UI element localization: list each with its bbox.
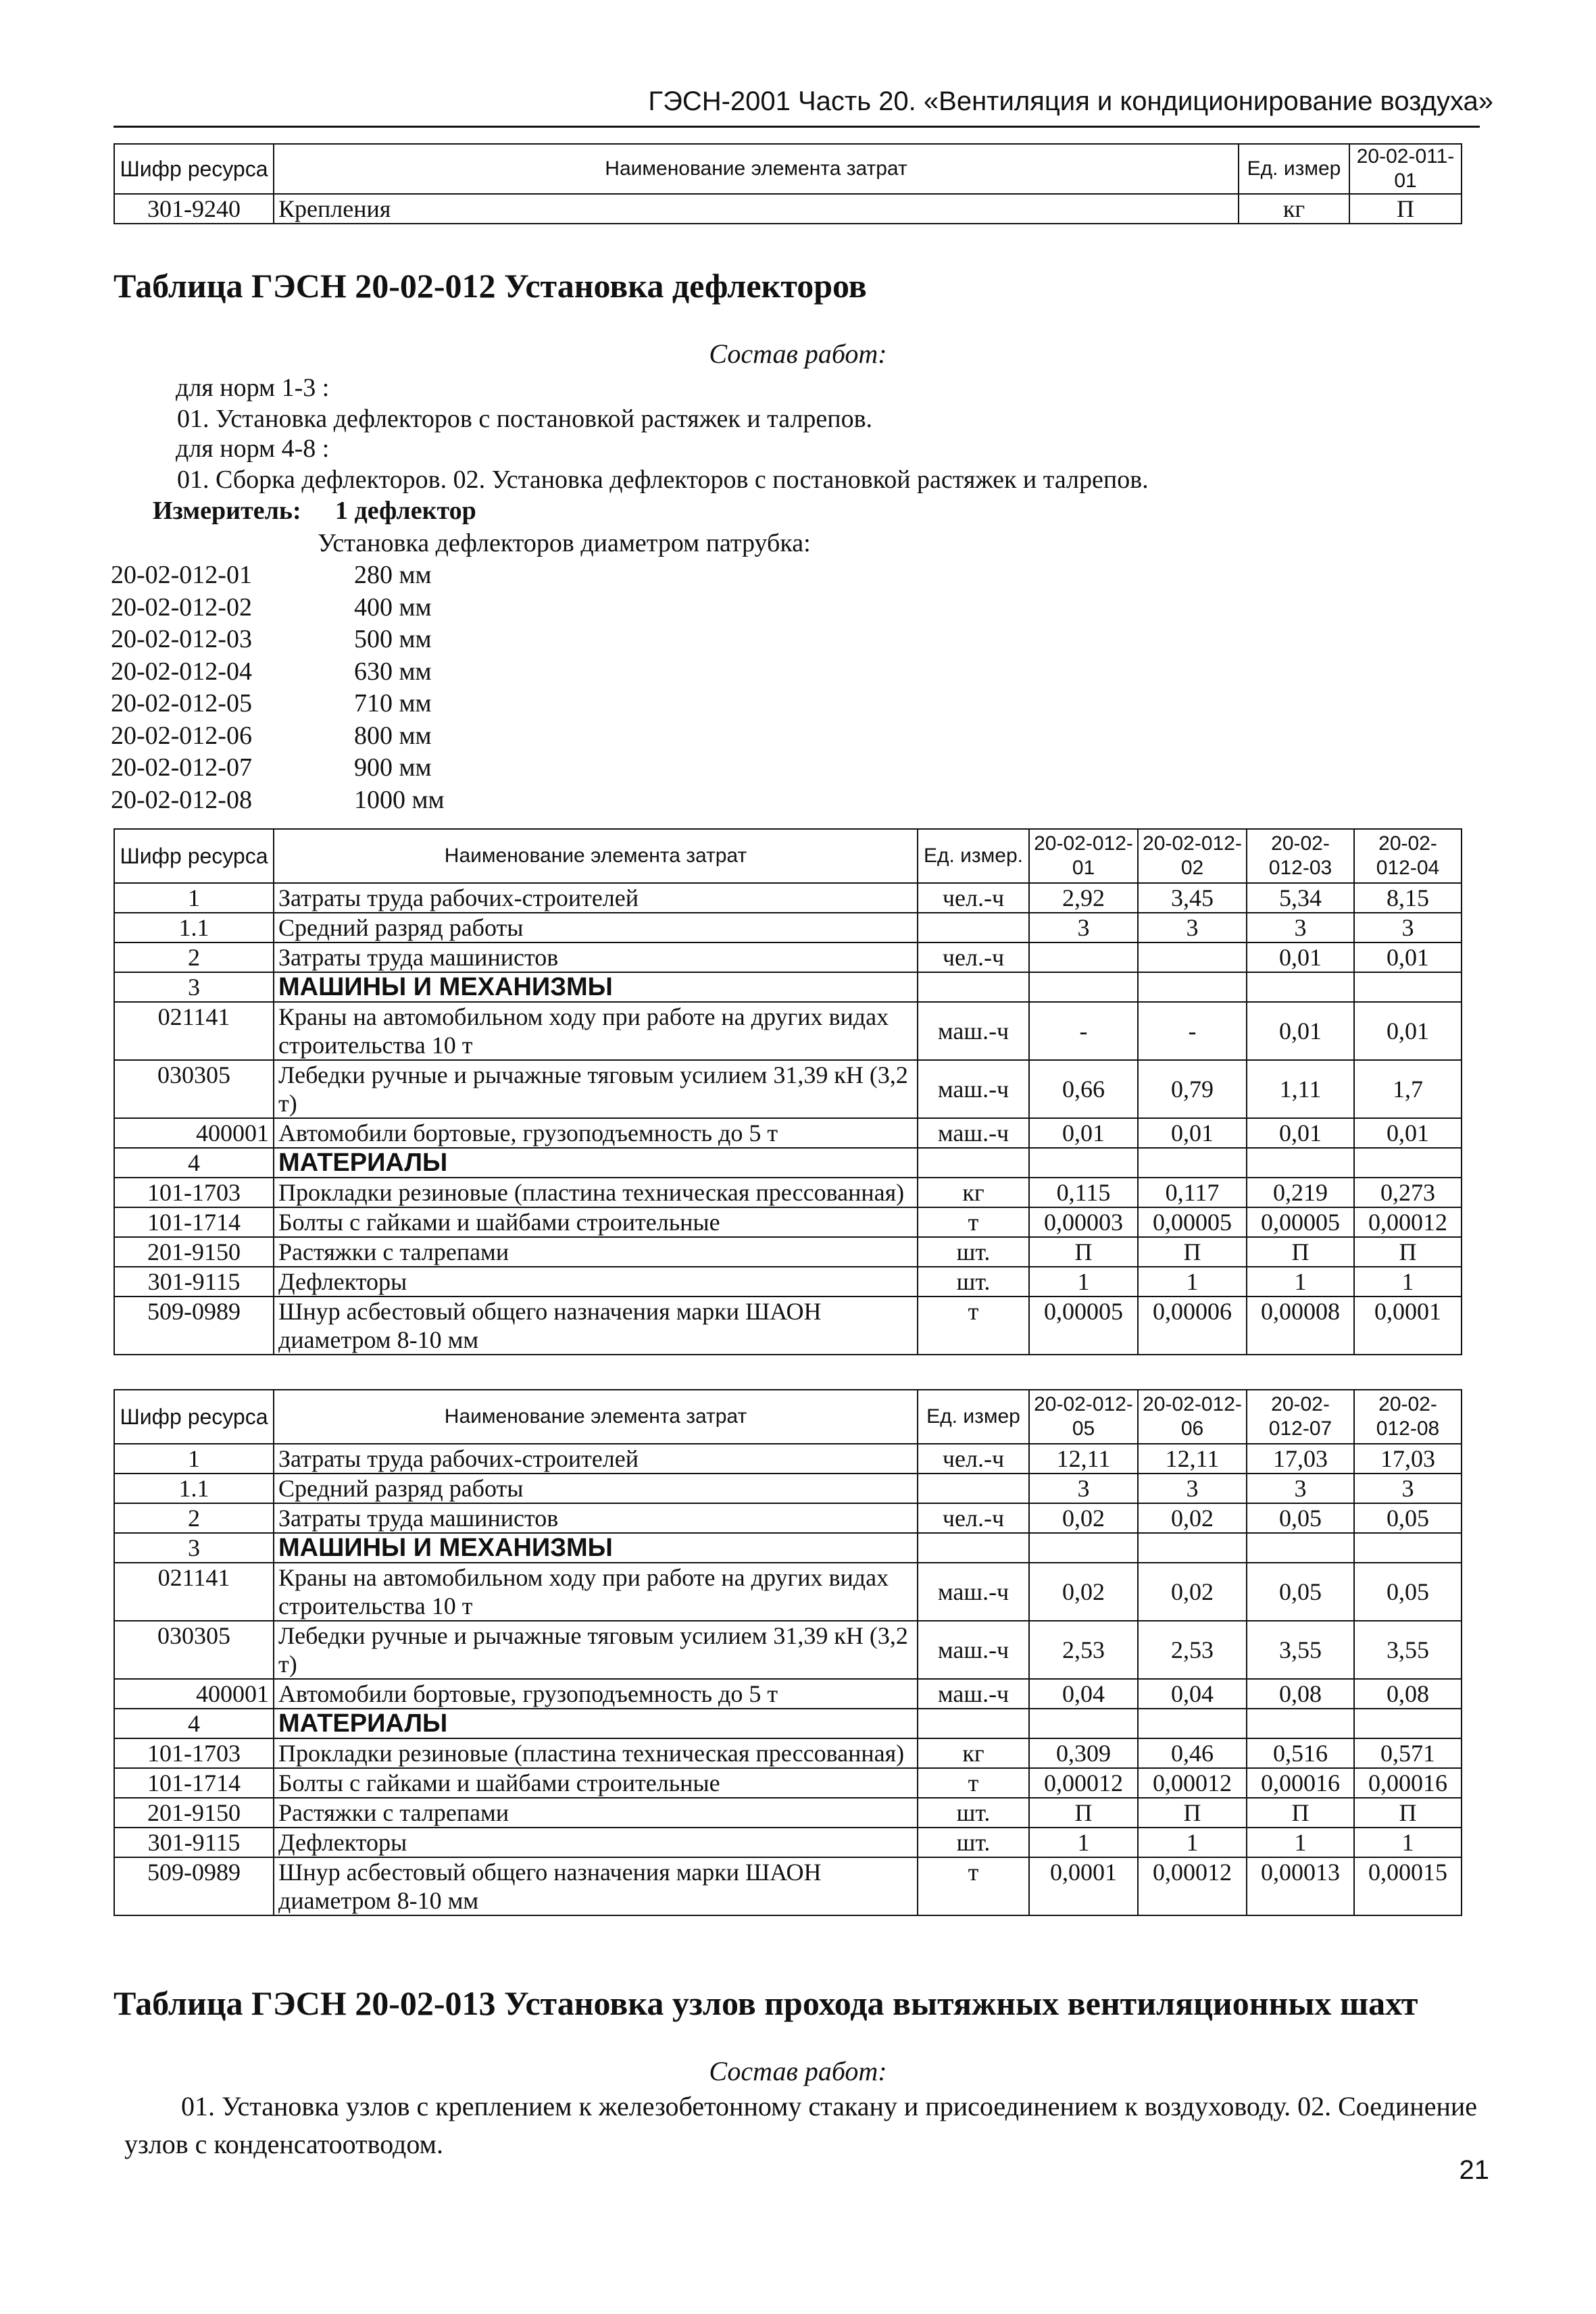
table-row: [114, 1444, 1462, 1474]
table-row: [114, 1237, 1462, 1267]
col-name-header: Наименование элемента затрат: [274, 144, 1239, 194]
work-4-8-text: 01. Сборка дефлекторов. 02. Установка дефлекторов с постановкой растяжек и талрепов.: [177, 466, 1149, 494]
cell-unit: маш.-ч: [918, 1118, 1029, 1148]
col-code-header: Шифр ресурса: [114, 144, 274, 194]
cell-unit: т: [918, 1857, 1029, 1915]
table-row: [114, 913, 1462, 942]
resource-table-b: [114, 1389, 1462, 1916]
cell-value: 0,00016: [1247, 1768, 1354, 1798]
cell-value: 1: [1247, 1828, 1354, 1857]
cell-value: 0,00013: [1247, 1857, 1354, 1915]
col-norm-header: 20-02-012-08: [1354, 1390, 1462, 1444]
norm-code: 20-02-012-02: [111, 593, 252, 622]
table-row: [114, 883, 1462, 913]
cell-unit: шт.: [918, 1798, 1029, 1828]
table-row: [114, 1118, 1462, 1148]
col-unit-header: Ед. измер.: [918, 829, 1029, 883]
cell-code: 021141: [114, 1563, 274, 1621]
table-row: [114, 1002, 1462, 1060]
cell-unit: чел.-ч: [918, 942, 1029, 972]
cell-value: 0,00003: [1029, 1207, 1138, 1237]
cell-name: Болты с гайками и шайбами строительные: [274, 1768, 918, 1798]
cell-value: 2,53: [1138, 1621, 1247, 1679]
cell-value: П: [1138, 1798, 1247, 1828]
col-name-header: Наименование элемента затрат: [274, 829, 918, 883]
norm-code-item: [111, 592, 445, 624]
section-heading: МАТЕРИАЛЫ: [274, 1709, 918, 1738]
cell-code: 1.1: [114, 913, 274, 942]
cell-code: 3: [114, 972, 274, 1002]
norm-code-item: [111, 720, 445, 753]
row-unit: кг: [1239, 194, 1349, 224]
table-row: [114, 1857, 1462, 1915]
table-row: [114, 1768, 1462, 1798]
norm-size: 1000 мм: [354, 785, 445, 814]
cell-code: 400001: [114, 1118, 274, 1148]
table-row: [114, 1178, 1462, 1207]
norm-code-item: [111, 656, 445, 688]
cell-unit: кг: [918, 1738, 1029, 1768]
cell-value: 0,00015: [1354, 1857, 1462, 1915]
page-number: 21: [1459, 2155, 1489, 2185]
top-resource-table: [114, 143, 1462, 224]
norm-code-item: [111, 784, 445, 817]
cell-value: 2,92: [1029, 883, 1138, 913]
cell-code: 201-9150: [114, 1798, 274, 1828]
cell-value: 1,11: [1247, 1060, 1354, 1118]
col-code-header: Шифр ресурса: [114, 829, 274, 883]
cell-value: 2,53: [1029, 1621, 1138, 1679]
table-row: [114, 1060, 1462, 1118]
cell-value: 0,08: [1247, 1679, 1354, 1709]
table-row: [114, 1563, 1462, 1621]
cell-value: 0,46: [1138, 1738, 1247, 1768]
section2-work-text-content: 01. Установка узлов с креплением к железобетонному стакану и присоединением к воздуховоду. 02. Соединение узлов с конденсатоотводом.: [124, 2091, 1478, 2159]
cell-value: 0,08: [1354, 1679, 1462, 1709]
cell-code: 201-9150: [114, 1237, 274, 1267]
cell-name: Шнур асбестовый общего назначения марки ШАОН диаметром 8-10 мм: [274, 1297, 918, 1355]
cell-value: 0,571: [1354, 1738, 1462, 1768]
cell-unit: маш.-ч: [918, 1679, 1029, 1709]
cell-value: 3: [1138, 1474, 1247, 1503]
cell-value: 12,11: [1138, 1444, 1247, 1474]
cell-value: -: [1138, 1002, 1247, 1060]
cell-value: 0,01: [1247, 1118, 1354, 1148]
cell-code: 101-1703: [114, 1738, 274, 1768]
cell-value: 0,309: [1029, 1738, 1138, 1768]
norm-size: 800 мм: [354, 721, 432, 750]
cell-value: 0,01: [1247, 942, 1354, 972]
cell-code: 101-1714: [114, 1768, 274, 1798]
table-row: [114, 1503, 1462, 1533]
cell-code: 301-9115: [114, 1267, 274, 1297]
section-heading: МАШИНЫ И МЕХАНИЗМЫ: [274, 972, 918, 1002]
col-norm-header: 20-02-012-04: [1354, 829, 1462, 883]
norm-code: 20-02-012-03: [111, 625, 252, 653]
cell-value: 3: [1247, 1474, 1354, 1503]
cell-name: Затраты труда машинистов: [274, 942, 918, 972]
cell-value: П: [1354, 1798, 1462, 1828]
cell-value: 1: [1138, 1267, 1247, 1297]
cell-unit: шт.: [918, 1267, 1029, 1297]
norm-size: 400 мм: [354, 593, 432, 622]
cell-name: Затраты труда рабочих-строителей: [274, 1444, 918, 1474]
cell-value: 3: [1354, 913, 1462, 942]
row-name: Крепления: [274, 194, 1239, 224]
norm-size: 630 мм: [354, 657, 432, 686]
cell-code: 400001: [114, 1679, 274, 1709]
cell-value: 0,66: [1029, 1060, 1138, 1118]
cell-name: Дефлекторы: [274, 1267, 918, 1297]
resource-table-a: [114, 828, 1462, 1355]
cell-value: 3,45: [1138, 883, 1247, 913]
cell-code: 301-9115: [114, 1828, 274, 1857]
table-row: [114, 1297, 1462, 1355]
cell-value: 0,115: [1029, 1178, 1138, 1207]
cell-name: Растяжки с талрепами: [274, 1798, 918, 1828]
cell-unit: [918, 1474, 1029, 1503]
cell-code: 030305: [114, 1621, 274, 1679]
cell-value: 0,01: [1354, 1118, 1462, 1148]
cell-name: Затраты труда машинистов: [274, 1503, 918, 1533]
cell-value: 0,00012: [1354, 1207, 1462, 1237]
cell-value: 5,34: [1247, 883, 1354, 913]
cell-name: Прокладки резиновые (пластина техническая прессованная): [274, 1738, 918, 1768]
cell-value: 8,15: [1354, 883, 1462, 913]
table-row: [114, 1267, 1462, 1297]
section-row: [114, 1709, 1462, 1738]
cell-value: 0,0001: [1354, 1297, 1462, 1355]
cell-unit: маш.-ч: [918, 1060, 1029, 1118]
norm-size: 280 мм: [354, 561, 432, 589]
norm-size: 500 мм: [354, 625, 432, 653]
running-header: ГЭСН-2001 Часть 20. «Вентиляция и кондиционирование воздуха»: [648, 86, 1493, 116]
cell-code: 509-0989: [114, 1297, 274, 1355]
cell-value: 0,02: [1029, 1503, 1138, 1533]
table-row: [114, 1621, 1462, 1679]
cell-unit: кг: [918, 1178, 1029, 1207]
cell-code: 3: [114, 1533, 274, 1563]
cell-value: 1: [1029, 1267, 1138, 1297]
norms-4-8-label: для норм 4-8 :: [176, 434, 330, 463]
cell-value: 0,04: [1029, 1679, 1138, 1709]
cell-unit: чел.-ч: [918, 1444, 1029, 1474]
cell-value: [1138, 942, 1247, 972]
cell-value: 0,05: [1354, 1563, 1462, 1621]
cell-code: 101-1714: [114, 1207, 274, 1237]
cell-name: Растяжки с талрепами: [274, 1237, 918, 1267]
section-heading: МАТЕРИАЛЫ: [274, 1148, 918, 1178]
cell-name: Автомобили бортовые, грузоподъемность до 5 т: [274, 1679, 918, 1709]
section-heading: МАШИНЫ И МЕХАНИЗМЫ: [274, 1533, 918, 1563]
cell-value: 3: [1029, 1474, 1138, 1503]
cell-name: Краны на автомобильном ходу при работе на других видах строительства 10 т: [274, 1563, 918, 1621]
table-row: [114, 1828, 1462, 1857]
col-unit-header: Ед. измер: [1239, 144, 1349, 194]
cell-value: 0,02: [1138, 1503, 1247, 1533]
cell-value: 0,00005: [1029, 1297, 1138, 1355]
cell-unit: шт.: [918, 1828, 1029, 1857]
norm-size: 900 мм: [354, 753, 432, 782]
cell-code: 4: [114, 1148, 274, 1178]
cell-value: 1: [1138, 1828, 1247, 1857]
cell-value: 0,01: [1247, 1002, 1354, 1060]
cell-value: П: [1354, 1237, 1462, 1267]
section-row: [114, 972, 1462, 1002]
table-row: [114, 942, 1462, 972]
cell-code: 4: [114, 1709, 274, 1738]
col-norm-header: 20-02-012-03: [1247, 829, 1354, 883]
norm-code-list: [111, 559, 445, 816]
cell-value: П: [1029, 1798, 1138, 1828]
section2-work-text: [124, 2088, 1482, 2163]
norm-code-item: [111, 559, 445, 592]
norm-code: 20-02-012-07: [111, 753, 252, 782]
col-norm-header: 20-02-012-05: [1029, 1390, 1138, 1444]
table-row: [114, 1207, 1462, 1237]
cell-value: 0,00006: [1138, 1297, 1247, 1355]
cell-unit: маш.-ч: [918, 1621, 1029, 1679]
cell-value: 0,05: [1247, 1503, 1354, 1533]
cell-code: 1: [114, 883, 274, 913]
col-norm-header: 20-02-012-01: [1029, 829, 1138, 883]
cell-code: 030305: [114, 1060, 274, 1118]
cell-value: 3: [1138, 913, 1247, 942]
cell-name: Затраты труда рабочих-строителей: [274, 883, 918, 913]
cell-code: 509-0989: [114, 1857, 274, 1915]
cell-value: П: [1138, 1237, 1247, 1267]
table-row: [114, 1798, 1462, 1828]
cell-value: 1: [1354, 1828, 1462, 1857]
cell-code: 101-1703: [114, 1178, 274, 1207]
cell-unit: чел.-ч: [918, 883, 1029, 913]
norms-1-3-label: для норм 1-3 :: [176, 374, 330, 402]
cell-value: П: [1247, 1798, 1354, 1828]
cell-unit: т: [918, 1297, 1029, 1355]
cell-value: 0,00005: [1138, 1207, 1247, 1237]
cell-value: 0,02: [1138, 1563, 1247, 1621]
cell-value: 17,03: [1354, 1444, 1462, 1474]
meter-value: 1 дефлектор: [335, 497, 476, 525]
cell-value: 0,219: [1247, 1178, 1354, 1207]
cell-unit: т: [918, 1207, 1029, 1237]
cell-code: 021141: [114, 1002, 274, 1060]
cell-code: 2: [114, 1503, 274, 1533]
row-code: 301-9240: [114, 194, 274, 224]
col-norm-header: 20-02-012-06: [1138, 1390, 1247, 1444]
cell-value: 17,03: [1247, 1444, 1354, 1474]
cell-value: 12,11: [1029, 1444, 1138, 1474]
col-unit-header: Ед. измер: [918, 1390, 1029, 1444]
cell-code: 2: [114, 942, 274, 972]
table-row: [114, 1474, 1462, 1503]
norm-code: 20-02-012-05: [111, 689, 252, 718]
cell-value: 3: [1029, 913, 1138, 942]
section-row: [114, 1533, 1462, 1563]
cell-value: -: [1029, 1002, 1138, 1060]
cell-name: Болты с гайками и шайбами строительные: [274, 1207, 918, 1237]
cell-value: 1,7: [1354, 1060, 1462, 1118]
norm-code: 20-02-012-04: [111, 657, 252, 686]
section1-title: Таблица ГЭСН 20-02-012 Установка дефлекторов: [114, 267, 867, 305]
cell-value: П: [1029, 1237, 1138, 1267]
install-caption: Установка дефлекторов диаметром патрубка:: [318, 529, 811, 557]
cell-value: 0,01: [1354, 942, 1462, 972]
cell-unit: чел.-ч: [918, 1503, 1029, 1533]
cell-value: 0,273: [1354, 1178, 1462, 1207]
cell-value: 0,05: [1354, 1503, 1462, 1533]
cell-name: Лебедки ручные и рычажные тяговым усилием 31,39 кН (3,2 т): [274, 1621, 918, 1679]
section-row: [114, 1148, 1462, 1178]
cell-value: 0,79: [1138, 1060, 1247, 1118]
cell-code: 1: [114, 1444, 274, 1474]
cell-value: 0,0001: [1029, 1857, 1138, 1915]
cell-name: Дефлекторы: [274, 1828, 918, 1857]
cell-value: 0,04: [1138, 1679, 1247, 1709]
cell-name: Лебедки ручные и рычажные тяговым усилием 31,39 кН (3,2 т): [274, 1060, 918, 1118]
cell-value: 0,00012: [1029, 1768, 1138, 1798]
section2-title: Таблица ГЭСН 20-02-013 Установка узлов прохода вытяжных вентиляционных шахт: [114, 1984, 1418, 2022]
work-1-3-text: 01. Установка дефлекторов с постановкой растяжек и талрепов.: [177, 405, 873, 433]
col-code-header: Шифр ресурса: [114, 1390, 274, 1444]
cell-unit: т: [918, 1768, 1029, 1798]
cell-unit: маш.-ч: [918, 1563, 1029, 1621]
norm-code: 20-02-012-06: [111, 721, 252, 750]
norm-size: 710 мм: [354, 689, 432, 718]
cell-value: 0,02: [1029, 1563, 1138, 1621]
cell-value: 0,117: [1138, 1178, 1247, 1207]
cell-value: П: [1247, 1237, 1354, 1267]
table-row: [114, 1738, 1462, 1768]
cell-value: [1029, 942, 1138, 972]
section1-work-label: Состав работ:: [709, 338, 887, 369]
row-value: П: [1349, 194, 1462, 224]
cell-value: 3,55: [1247, 1621, 1354, 1679]
cell-name: Шнур асбестовый общего назначения марки ШАОН диаметром 8-10 мм: [274, 1857, 918, 1915]
norm-code-item: [111, 624, 445, 656]
cell-value: 0,00016: [1354, 1768, 1462, 1798]
norm-code-item: [111, 752, 445, 784]
col-norm-header: 20-02-012-07: [1247, 1390, 1354, 1444]
cell-name: Автомобили бортовые, грузоподъемность до 5 т: [274, 1118, 918, 1148]
cell-value: 3,55: [1354, 1621, 1462, 1679]
cell-value: 0,00012: [1138, 1857, 1247, 1915]
cell-code: 1.1: [114, 1474, 274, 1503]
cell-name: Средний разряд работы: [274, 913, 918, 942]
cell-name: Краны на автомобильном ходу при работе на других видах строительства 10 т: [274, 1002, 918, 1060]
cell-value: 1: [1354, 1267, 1462, 1297]
cell-value: 0,01: [1138, 1118, 1247, 1148]
col-name-header: Наименование элемента затрат: [274, 1390, 918, 1444]
cell-value: 1: [1029, 1828, 1138, 1857]
cell-value: 0,05: [1247, 1563, 1354, 1621]
cell-value: 0,01: [1029, 1118, 1138, 1148]
section2-work-label: Состав работ:: [709, 2056, 887, 2086]
cell-value: 3: [1247, 913, 1354, 942]
cell-unit: маш.-ч: [918, 1002, 1029, 1060]
col-norm-header: 20-02-011-01: [1349, 144, 1462, 194]
cell-unit: [918, 913, 1029, 942]
norm-code: 20-02-012-08: [111, 785, 252, 814]
cell-value: 0,00008: [1247, 1297, 1354, 1355]
cell-value: 0,00005: [1247, 1207, 1354, 1237]
norm-code: 20-02-012-01: [111, 561, 252, 589]
cell-value: 0,00012: [1138, 1768, 1247, 1798]
table-row: [114, 1679, 1462, 1709]
cell-value: 3: [1354, 1474, 1462, 1503]
cell-name: Средний разряд работы: [274, 1474, 918, 1503]
norm-code-item: [111, 688, 445, 720]
cell-value: 1: [1247, 1267, 1354, 1297]
cell-value: 0,516: [1247, 1738, 1354, 1768]
cell-value: 0,01: [1354, 1002, 1462, 1060]
cell-unit: шт.: [918, 1237, 1029, 1267]
col-norm-header: 20-02-012-02: [1138, 829, 1247, 883]
header-rule: [114, 126, 1480, 128]
meter-label: Измеритель:: [153, 497, 301, 525]
cell-name: Прокладки резиновые (пластина техническая прессованная): [274, 1178, 918, 1207]
